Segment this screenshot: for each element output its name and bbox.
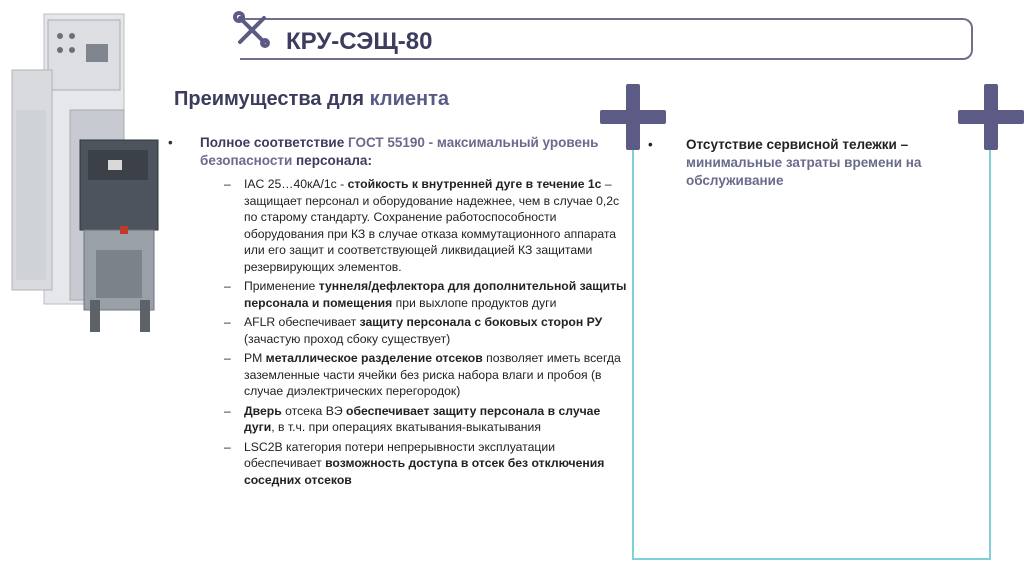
section-heading-accent: клиента xyxy=(369,88,450,110)
dash: – xyxy=(224,177,231,191)
dash: – xyxy=(224,315,231,329)
item-text: LSC2B категория потери непрерывности эксплуатации обеспечивает xyxy=(244,439,556,470)
bullet-dot: • xyxy=(648,137,653,152)
item-bold: металлическое разделение отсеков xyxy=(265,351,483,365)
item-text: , в т.ч. при операциях вкатывания-выкатывания xyxy=(271,420,541,434)
item-text: Применение xyxy=(244,279,319,293)
dash: – xyxy=(224,351,231,365)
list-item xyxy=(168,350,628,400)
item-bold: возможность доступа в отсек без отключения соседних отсеков xyxy=(244,456,605,487)
right-text-a: Отсутствие сервисной тележки xyxy=(686,137,897,152)
section-heading-main: Преимущества для xyxy=(174,88,370,110)
dash: – xyxy=(224,279,231,293)
item-bold: Дверь xyxy=(244,403,282,418)
bullet-dot: • xyxy=(168,135,173,150)
item-text: позволяет иметь всегда заземленные части ячейки без риска набора влаги и пробоя (в случае диэлектрических перегородок) xyxy=(244,351,621,398)
right-bullet xyxy=(648,136,973,190)
switchgear-photo xyxy=(0,0,175,340)
list-item xyxy=(168,403,628,436)
section-heading xyxy=(174,88,449,111)
main-text-a: Полное соответствие xyxy=(200,135,348,150)
main-bullet xyxy=(168,134,628,170)
slide-title: КРУ-СЭЩ-80 xyxy=(286,28,433,55)
item-bold: защиту персонала с боковых сторон РУ xyxy=(359,315,603,329)
right-text-b: – xyxy=(896,137,909,152)
dash: – xyxy=(224,403,231,418)
wrench-screwdriver-icon xyxy=(232,10,272,50)
list-item xyxy=(168,176,628,275)
list-item xyxy=(168,278,628,311)
list-item xyxy=(168,439,628,489)
right-advantage xyxy=(648,136,973,190)
main-text-b: ГОСТ 55190 - максимальный уровень безопасности xyxy=(200,135,599,168)
divider-right xyxy=(989,150,991,560)
dash: – xyxy=(224,439,231,454)
item-text: – защищает персонал и оборудование надежнее, чем в случае 0,2с по старому стандарту. Сохранение работоспособности оборудования при КЗ в случае отказа коммутационного аппарата или его защит и соответствующей ликвидацией КЗ защитами резервирующих элементов. xyxy=(244,177,620,274)
item-text: PM xyxy=(244,351,266,365)
divider-left xyxy=(632,150,634,560)
item-bold: обеспечивает защиту персонала в случае дуги xyxy=(244,403,601,434)
item-text: отсека ВЭ xyxy=(281,403,346,418)
item-bold: стойкость к внутренней дуге в течение 1с xyxy=(347,177,602,191)
right-text-c: минимальные затраты времени на обслуживание xyxy=(686,155,922,188)
item-text: при выхлопе продуктов дуги xyxy=(392,295,557,310)
item-text: (зачастую проход сбоку существует) xyxy=(244,331,451,346)
item-text: IAC 25…40кА/1с - xyxy=(244,177,348,191)
item-bold: туннеля/дефлектора для дополнительной защиты персонала и помещения xyxy=(244,279,627,310)
main-text-c: персонала: xyxy=(292,153,372,168)
advantages-list xyxy=(168,134,628,491)
sub-list xyxy=(168,176,628,488)
divider-bottom xyxy=(632,558,991,560)
list-item xyxy=(168,314,628,347)
item-text: AFLR обеспечивает xyxy=(244,315,360,329)
